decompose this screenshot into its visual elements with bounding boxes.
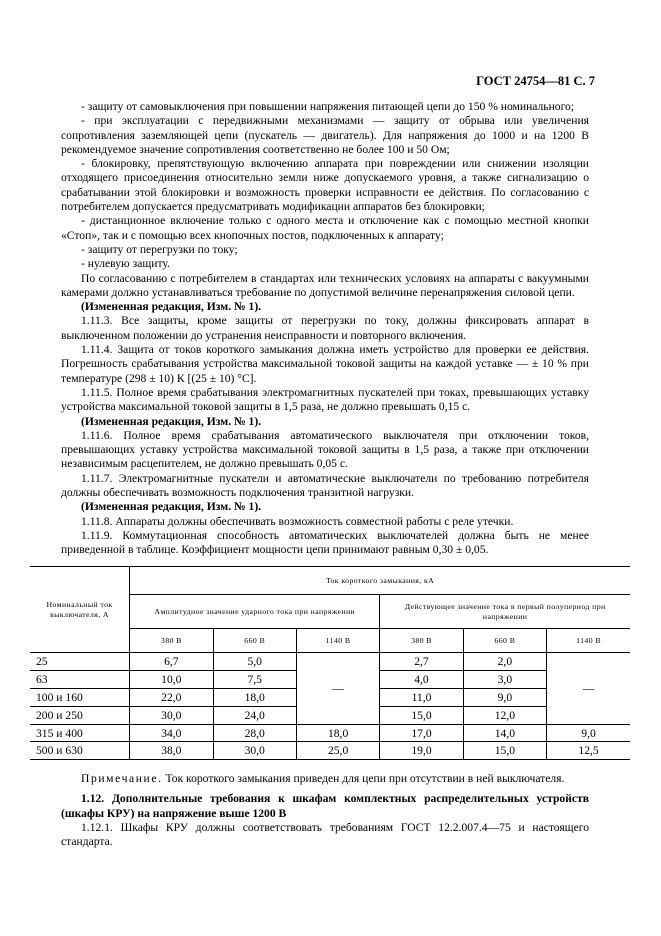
table-cell: 500 и 630 (30, 742, 130, 760)
table-cell-dash: — (547, 653, 630, 725)
table-cell: 18,0 (213, 688, 296, 706)
note-text: Ток короткого замыкания приведен для цепи при отсутствии в ней выключателя. (162, 772, 565, 785)
col-header-rms: Действующее значение тока в первый полупериод при напряжении (380, 595, 630, 629)
col-header-voltage: 380 В (380, 629, 463, 653)
table-cell: 15,0 (380, 706, 463, 724)
table-cell: 28,0 (213, 724, 296, 742)
table-cell: 9,0 (547, 724, 630, 742)
table-cell: 38,0 (130, 742, 213, 760)
table-cell: 18,0 (296, 724, 379, 742)
paragraph: По согласованию с потребителем в стандартах или технических условиях на аппараты с вакуумными камерами должно устанавливаться требование по допустимой величине перенапряжения силовой цепи. (61, 271, 589, 299)
page-header: ГОСТ 24754—81 С. 7 (476, 74, 595, 88)
table-cell: 12,5 (547, 742, 630, 760)
col-header-rated-current: Номинальный ток выключателя, А (30, 567, 130, 653)
col-header-voltage: 1140 В (296, 629, 379, 653)
table-cell: 5,0 (213, 653, 296, 671)
paragraph: - нулевую защиту. (81, 257, 170, 271)
col-header-peak: Амплитудное значение ударного тока при напряжении (130, 595, 380, 629)
note-label: Примечание. (81, 772, 163, 785)
table-row (30, 653, 630, 671)
table-cell: 12,0 (463, 706, 546, 724)
short-circuit-table (30, 566, 630, 760)
paragraph: - блокировку, препятствующую включению аппарата при повреждении или снижении изоляции отходящего присоединения относительно земли ниже допускаемого уровня, а также сигнализацию о срабатывании этой блокировки и возможность проверки исправности ее действия. По согласованию с потребителем допускается предусматривать модификации аппаратов без блокировки; (61, 157, 589, 214)
table-cell: 15,0 (463, 742, 546, 760)
table-cell: 17,0 (380, 724, 463, 742)
table-cell: 24,0 (213, 706, 296, 724)
table-cell-dash: — (296, 653, 379, 725)
paragraph: 1.11.3. Все защиты, кроме защиты от перегрузки по току, должны фиксировать аппарат в выключенном положении до устранения неисправности и повторного включения. (61, 314, 589, 342)
table-cell: 200 и 250 (30, 706, 130, 724)
table-cell: 4,0 (380, 670, 463, 688)
table-cell: 30,0 (130, 706, 213, 724)
paragraph: 1.11.4. Защита от токов короткого замыкания должна иметь устройство для проверки ее действия. Погрешность срабатывания устройства максимальной токовой защиты на каждой уставке — ± 10 % при температуре (298 ± 10) К [(25 ± 10) °С]. (61, 343, 589, 385)
table-cell: 22,0 (130, 688, 213, 706)
table-cell: 11,0 (380, 688, 463, 706)
table-cell: 30,0 (213, 742, 296, 760)
table-cell: 2,7 (380, 653, 463, 671)
paragraph: 1.11.9. Коммутационная способность автоматических выключателей должна быть не менее приведенной в таблице. Коэффициент мощности цепи принимают равным 0,30 ± 0,05. (61, 528, 589, 557)
col-header-voltage: 380 В (130, 629, 213, 653)
table-cell: 25 (30, 653, 130, 671)
paragraph: - защиту от самовыключения при повышении напряжения питающей цепи до 150 % номинального; (81, 100, 575, 113)
tail-text (61, 772, 589, 849)
table-cell: 315 и 400 (30, 724, 130, 742)
table-row (30, 724, 630, 742)
paragraph: - при эксплуатации с передвижными механизмами — защиту от обрыва или увеличения сопротивления заземляющей цепи (пускатель — двигатель). Для напряжения до 1000 и на 1200 В рекомендуемое значение сопротивления соответственно не более 100 и 50 Ом; (61, 114, 589, 156)
paragraph: 1.11.7. Электромагнитные пускатели и автоматические выключатели по требованию потребителя должны обеспечивать возможность подключения транзитной нагрузки. (61, 471, 589, 500)
table-cell: 34,0 (130, 724, 213, 742)
col-header-voltage: 660 В (213, 629, 296, 653)
table-cell: 9,0 (463, 688, 546, 706)
table-cell: 2,0 (463, 653, 546, 671)
paragraph: - дистанционное включение только с одного места и отключение как с помощью местной кнопки «Стоп», так и с помощью всех кнопочных постов, подключенных к аппарату; (61, 214, 589, 242)
col-header-voltage: 1140 В (547, 629, 630, 653)
table-cell: 25,0 (296, 742, 379, 760)
table-cell: 100 и 160 (30, 688, 130, 706)
section-heading: 1.12. Дополнительные требования к шкафам комплектных распределительных устройств (шкафы КРУ) на напряжение выше 1200 В (61, 792, 589, 820)
table-cell: 14,0 (463, 724, 546, 742)
col-header-short-circuit: Ток короткого замыкания, кА (130, 567, 630, 595)
amendment-note: (Измененная редакция, Изм. № 1). (81, 300, 262, 314)
paragraph: 1.12.1. Шкафы КРУ должны соответствовать требованиям ГОСТ 12.2.007.4—75 и настоящего стандарта. (61, 820, 589, 849)
body-text (61, 100, 589, 558)
col-header-voltage: 660 В (463, 629, 546, 653)
table-cell: 19,0 (380, 742, 463, 760)
paragraph: 1.11.5. Полное время срабатывания электромагнитных пускателей при токах, превышающих уставку устройства максимальной токовой защиты в 1,5 раза, не должно превышать 0,15 с. (61, 385, 589, 414)
paragraph: 1.11.6. Полное время срабатывания автоматического выключателя при отключении токов, превышающих уставку устройства максимальной токовой защиты в 1,5 раза, а также при отключении независимым расцепителем, не должно превышать 0,05 с. (61, 428, 589, 471)
paragraph: - защиту от перегрузки по току; (81, 242, 238, 256)
table-note (61, 772, 589, 786)
paragraph: 1.11.8. Аппараты должны обеспечивать возможность совместной работы с реле утечки. (81, 514, 514, 528)
table-cell: 10,0 (130, 670, 213, 688)
table-cell: 7,5 (213, 670, 296, 688)
table-cell: 6,7 (130, 653, 213, 671)
amendment-note: (Измененная редакция, Изм. № 1). (81, 500, 262, 514)
table-cell: 3,0 (463, 670, 546, 688)
table-row (30, 742, 630, 760)
amendment-note: (Измененная редакция, Изм. № 1). (81, 414, 262, 428)
table-cell: 63 (30, 670, 130, 688)
